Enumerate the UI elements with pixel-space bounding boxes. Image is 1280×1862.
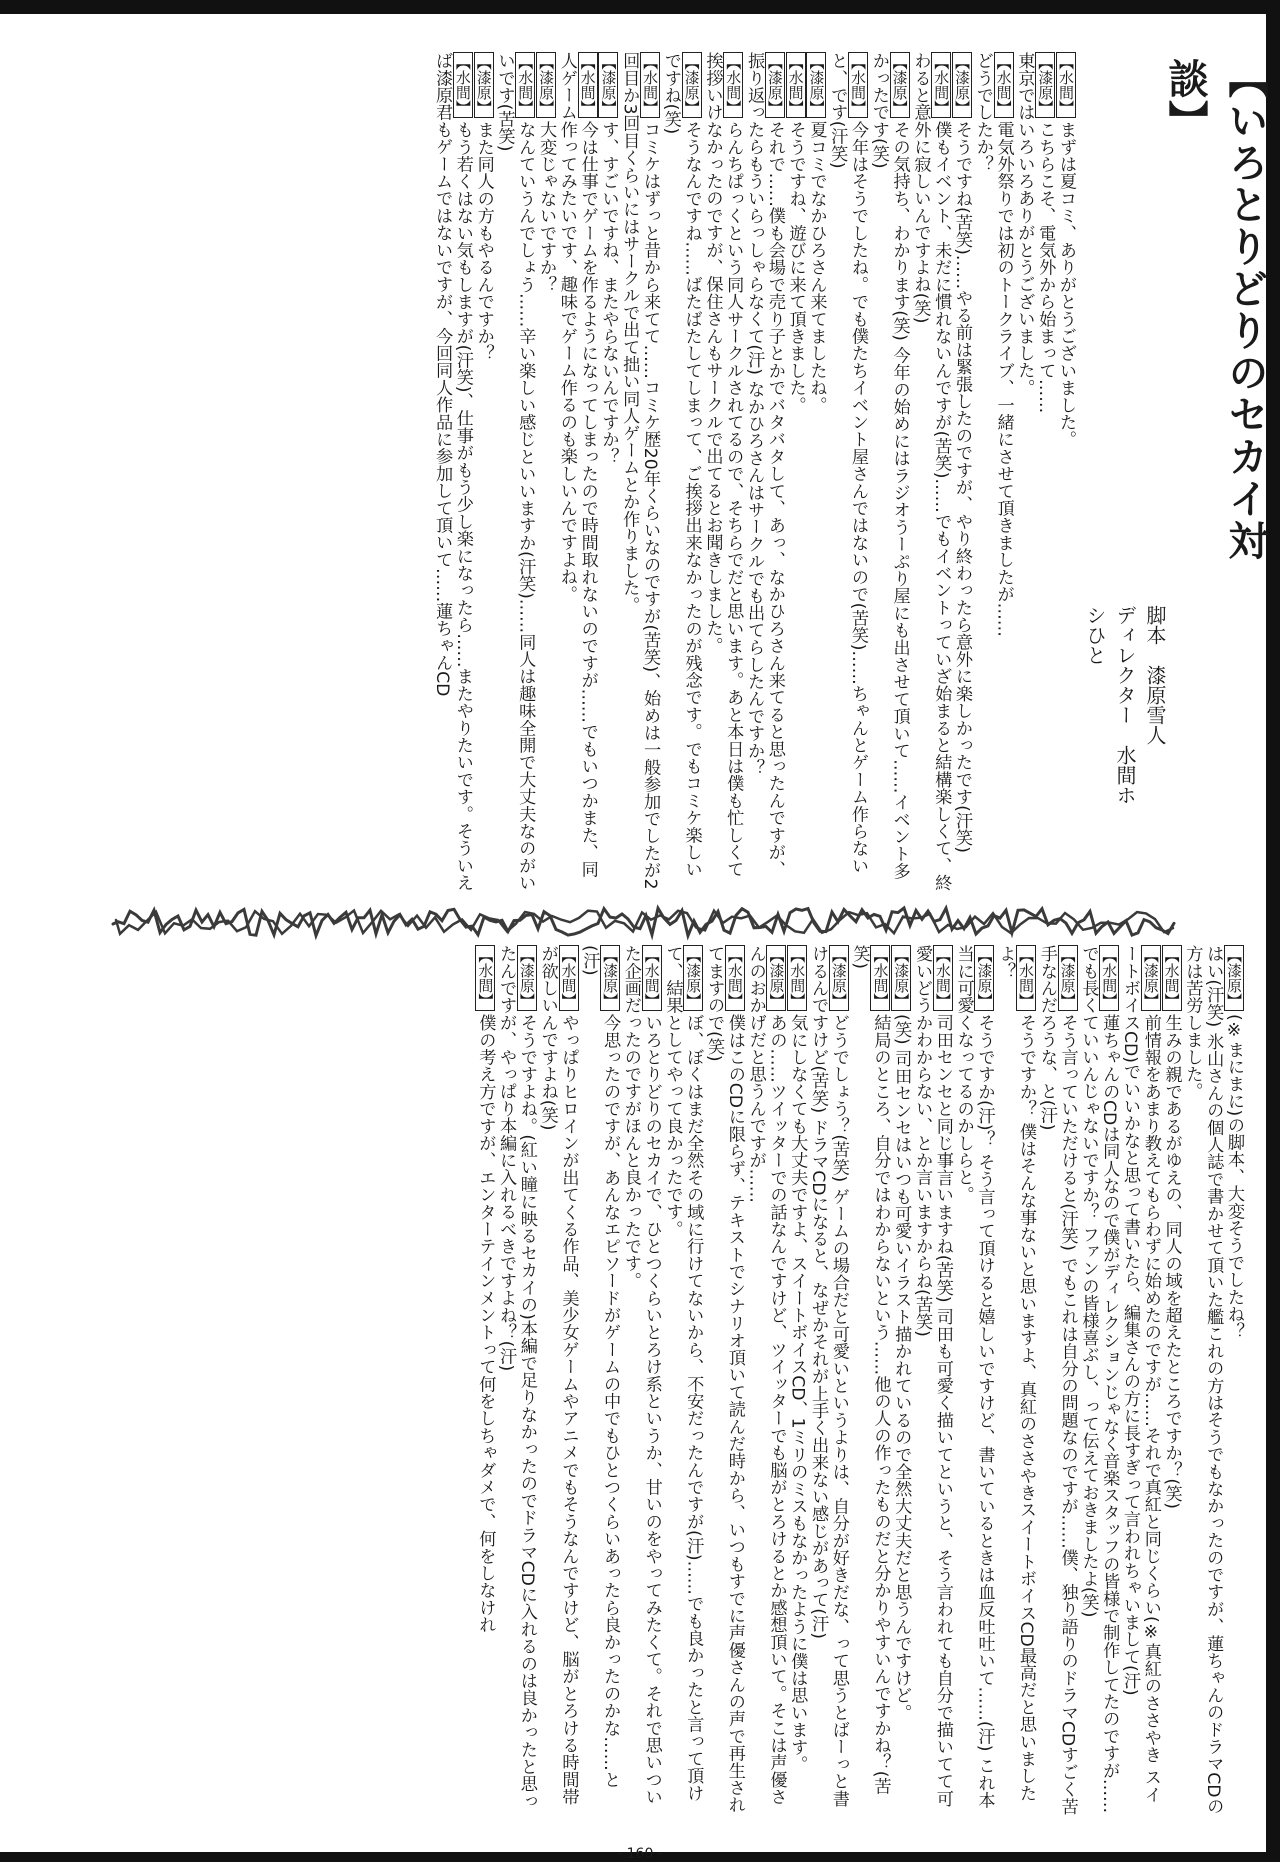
speaker-label: 【水間】: [786, 52, 806, 118]
speaker-label: 【水間】: [725, 945, 745, 1011]
dialogue-line: [785, 52, 806, 892]
title-text: いろとりどりのセカイ対談: [1162, 58, 1268, 562]
dialogue-line: [618, 52, 660, 892]
speaker-label: 【水間】: [578, 52, 598, 118]
speaker-label: 【漆原】: [600, 945, 620, 1011]
credit-name: 漆原雪人: [1143, 665, 1167, 745]
dialogue-text: 僕はこのCDに限らず、テキストでシナリオ頂いて読んだ時から、いつもすでに声優さんの声で再生されてますので(笑): [704, 945, 745, 1814]
dialogue-text: 蓮ちゃんのCDは同人なので僕がディレクションじゃなく音楽スタッフの皆様で制作してたのですが……でも長くていいんじゃないですか？ ファンの皆様喜ぶし、って伝えておきましたよ(笑): [1078, 945, 1120, 1814]
dialogue-line: [535, 52, 556, 892]
speaker-label: 【水間】: [870, 945, 890, 1011]
dialogue-line: [993, 52, 1014, 892]
speaker-label: 【水間】: [787, 945, 807, 1011]
speaker-label: 【水間】: [848, 52, 868, 118]
dialogue-text: いろとりどりのセカイで、ひとつくらいとろけ系というか、甘いのをやってみたくて。それで思いついた企画だったのですがほんと良かったです。: [620, 945, 662, 1806]
dialogue-text: 電気外祭りでは初のトークライブ、一緒にさせて頂きましたが……: [993, 121, 1014, 637]
dialogue-text: どうでしたか？: [972, 52, 993, 173]
dialogue-line: [1161, 945, 1182, 1815]
dialogue-line: [807, 945, 849, 1815]
speaker-label: 【漆原】: [974, 945, 994, 1011]
dialogue-text: 僕の考え方ですが、エンターテインメントって何をしちゃダメで、何をしなけれ: [475, 1014, 496, 1634]
speaker-label: 【漆原】: [1141, 945, 1161, 1011]
dialogue-text: 夏コミでなかひろさん来てましたね。: [806, 121, 827, 414]
dialogue-text: 東京ではいろいろありがとうございました。: [1014, 52, 1035, 396]
speaker-label: 【水間】: [1099, 945, 1119, 1011]
dialogue-line: [972, 52, 993, 892]
credit-role: 脚本: [1143, 605, 1167, 645]
dialogue-text: らんちぱっくという同人サークルされてるので、そちらでだと思います。あと本日は僕も忙しくて挨拶いけなかったのですが、保住さんもサークルで出てるとお聞きしました。: [702, 52, 744, 878]
dialogue-text: そうですよね。(紅い瞳に映るセカイの)本編で足りなかったのでドラマCDに入れるのは良かったと思ったんですが、やっぱり本編に入れるべきですよね？(汗): [496, 945, 537, 1810]
speaker-label: 【漆原】: [766, 945, 786, 1011]
dialogue-line: [826, 52, 868, 892]
credit-name: 水間ホシひと: [1083, 605, 1137, 805]
dialogue-line: [1182, 945, 1224, 1815]
dialogue-line: [849, 945, 891, 1815]
dialogue-line: [1119, 945, 1161, 1815]
speaker-label: 【漆原】: [1035, 52, 1055, 118]
dialogue-text: す、すごいですね、またやらないんですか？: [598, 121, 619, 465]
dialogue-line: [1036, 945, 1078, 1815]
dialogue-text: 結局のところ、自分ではわからないという……他の人の作ったものだと分かりやすいんですかね？(苦笑): [849, 945, 891, 1795]
speaker-label: 【漆原】: [806, 52, 826, 118]
speaker-label: 【漆原】: [1058, 945, 1078, 1011]
speaker-label: 【水間】: [933, 945, 953, 1011]
dialogue-text: そう言っていただけると(汗笑) でもこれは自分の問題なのですが……僕、独り語りのドラマCDすごく苦手なんだろうな、と(汗): [1036, 945, 1078, 1815]
dialogue-line: [1223, 945, 1244, 1815]
dialogue-line: [495, 945, 537, 1815]
dialogue-line: [579, 945, 621, 1815]
speaker-label: 【漆原】: [536, 52, 556, 118]
speaker-label: 【漆原】: [598, 52, 618, 118]
speaker-label: 【水間】: [559, 945, 579, 1011]
speaker-label: 【水間】: [515, 52, 535, 118]
dialogue-line: [951, 52, 972, 892]
dialogue-text: (※まにまに)の脚本、大変そうでしたね？: [1224, 1014, 1244, 1340]
speaker-label: 【水間】: [931, 52, 951, 118]
title-bracket-close: 】: [1162, 100, 1208, 142]
dialogue-line: [1034, 52, 1055, 892]
title-bracket-open: 【: [1222, 58, 1268, 100]
speaker-label: 【漆原】: [829, 945, 849, 1011]
dialogue-line: [953, 945, 995, 1815]
dialogue-text: あの……ツイッターでの話なんですけど、ツイッターでも脳がとろけるとか感想頂いて。そこは声優さんのおかげだと思うんですが……: [745, 945, 787, 1806]
dialogue-text: それで……僕も会場で売り子とかでバタバタして、あっ、なかひろさん来てると思ったんですが、振り返ったらもういらっしゃらなくて(汗) なかひろさんはサークルでも出てらしたんですか？: [744, 52, 785, 878]
dialogue-section-bottom: [475, 945, 1244, 1815]
dialogue-line: [1078, 945, 1120, 1815]
dialogue-text: そうですか？ 僕はそんな事ないと思いますよ、真紅のささやきスイートボイスCD最高だと思いましたよ？: [995, 945, 1037, 1802]
dialogue-text: こちらこそ、電気外から始まって……: [1035, 121, 1056, 414]
dialogue-line: [537, 945, 579, 1815]
page-title: [1155, 58, 1275, 598]
dialogue-line: [620, 945, 662, 1815]
dialogue-line: [703, 945, 745, 1815]
dialogue-line: [910, 52, 952, 892]
dialogue-line: [702, 52, 744, 892]
speaker-label: 【水間】: [475, 945, 495, 1011]
dialogue-text: 今は仕事でゲームを作るようになってしまったので時間取れないのですが……でもいつかまた、同人ゲーム作ってみたいです、趣味でゲーム作るのも楽しいんですよね。: [556, 52, 598, 878]
speaker-label: 【水間】: [1162, 945, 1182, 1011]
credits: [1080, 605, 1170, 805]
credit-writer: [1140, 605, 1170, 805]
dialogue-text: 僕もイベント、未だに慣れないんですが(苦笑)……でもイベントっていざ始まると結構楽しくて、終わると意外に寂しいんですよね(笑): [910, 52, 952, 892]
dialogue-line: [473, 52, 494, 892]
speaker-label: 【水間】: [1016, 945, 1036, 1011]
dialogue-line: [786, 945, 807, 1815]
dialogue-line: [556, 52, 598, 892]
speaker-label: 【水間】: [994, 52, 1014, 118]
dialogue-text: どうでしょう？(苦笑) ゲームの場合だと可愛いというよりは、自分が好きだな、って思うとばーっと書けるんですけど(苦笑) ドラマCDになると、なぜかそれが上手く出来ない感じがあって(汗): [808, 945, 849, 1807]
dialogue-text: その気持ち、わかります(笑) 今年の始めにはラジオうーぷり屋にも出させて頂いて……イベント多かったです(笑): [868, 52, 910, 880]
dialogue-text: また同人の方もやるんですか？: [473, 121, 494, 362]
speaker-label: 【漆原】: [682, 52, 702, 118]
dialogue-line: [494, 52, 536, 892]
dialogue-text: まずは夏コミ、ありがとうございました。: [1056, 121, 1076, 448]
speaker-label: 【水間】: [640, 52, 660, 118]
dialogue-line: [660, 52, 702, 892]
dialogue-line: [475, 945, 496, 1815]
speaker-label: 【漆原】: [517, 945, 537, 1011]
dialogue-text: ぼ、ぼくはまだ全然その域に行けてないから、不安だったんですが(汗)……でも良かったと言って頂けて、結果としてやって良かったです。: [662, 945, 704, 1802]
speaker-label: 【漆原】: [890, 52, 910, 118]
dialogue-line: [806, 52, 827, 892]
dialogue-text: そうですね(苦笑)……やる前は緊張したのですが、やり終わったら意外に楽しかったです(汗笑): [952, 121, 973, 853]
dialogue-line: [1014, 52, 1035, 892]
dialogue-line: [745, 945, 787, 1815]
dialogue-text: そうなんですね……ばたばたしてしまって、ご挨拶出来なかったのが残念です。でもコミケ楽しいですね(笑): [660, 52, 702, 878]
dialogue-text: そうですね、遊びに来て頂きました。: [785, 121, 806, 414]
credit-director: [1080, 605, 1140, 805]
speaker-label: 【漆原】: [683, 945, 703, 1011]
dialogue-line: [662, 945, 704, 1815]
dialogue-text: 大変じゃないですか？: [536, 121, 557, 293]
dialogue-text: はい(汗笑) 氷山さんの個人誌で書かせて頂いた艦これの方はそうでもなかったのですが、蓮ちゃんのドラマCDの方は苦労しました。: [1182, 945, 1224, 1815]
dialogue-line: [890, 945, 911, 1815]
dialogue-text: (笑) 司田センセはいつも可愛いイラスト描かれているので全然大丈夫だと思うんですけど。: [891, 1014, 912, 1721]
dialogue-text: 気にしなくても大丈夫ですよ、スイートボイスCD、1ミリのミスもなかったように僕は思います。: [787, 1014, 808, 1773]
dialogue-text: 前情報をあまり教えてもらわずに始めたのですが……それで真紅と同じくらい(※真紅のささやき スイートボイスCD)でいいかなと思って書いたら、編集さんの方に長すぎって言われちゃいまして(汗): [1120, 945, 1161, 1803]
speaker-label: 【漆原】: [765, 52, 785, 118]
dialogue-text: 司田センセと同じ事言いますね(苦笑) 司田も可愛く描いてというと、そう言われても自分で描いてて可愛いどうかわからない、とか言いますからね(苦笑): [912, 945, 953, 1807]
credit-role: ディレクター: [1113, 605, 1137, 725]
dialogue-line: [911, 945, 953, 1815]
speaker-label: 【水間】: [723, 52, 743, 118]
dialogue-text: 生みの親であるがゆえの、同人の域を超えたところですか？(笑): [1161, 1014, 1182, 1510]
page-number: - 160 -: [617, 1846, 663, 1862]
dialogue-text: コミケはずっと昔から来てて……コミケ歴20年くらいなのですが(苦笑)、始めは一般参加でしたが2回目か3回目くらいにはサークルで出て拙い同人ゲームとか作りました。: [619, 52, 661, 890]
dialogue-line: [868, 52, 910, 892]
speaker-label: 【漆原】: [891, 945, 911, 1011]
scribble-divider: [108, 900, 1183, 942]
dialogue-line: [994, 945, 1036, 1815]
dialogue-text: 今年はそうでしたね。でも僕たちイベント屋さんではないので(苦笑)……ちゃんとゲーム作らないと、です(汗笑): [827, 52, 869, 874]
dialogue-text: そうですか(汗)？ そう言って頂けると嬉しいですけど、書いているときは血反吐吐いて……(汗) これ本当に可愛くなってるのかしらと。: [953, 945, 995, 1809]
dialogue-line: [431, 52, 473, 892]
dialogue-section-top: [431, 52, 1076, 892]
dialogue-line: [743, 52, 785, 892]
dialogue-line: [598, 52, 619, 892]
dialogue-line: [1055, 52, 1076, 892]
speaker-label: 【水間】: [642, 945, 662, 1011]
dialogue-text: 今思ったのですが、あんなエピソードがゲームの中でもひとつくらいあったら良かったのかな……と(汗): [579, 945, 621, 1788]
dialogue-text: もう若くはない気もしますが(汗笑)、仕事がもう少し楽になったら……またやりたいです。そういえば漆原君もゲームではないですが、今回同人作品に参加して頂いて……蓮ちゃんCD: [432, 52, 473, 892]
speaker-label: 【漆原】: [952, 52, 972, 118]
dialogue-text: なんていうんでしょう……辛い楽しい感じといいますか(汗笑)……同人は趣味全開で大丈夫なのがいいです(苦笑): [494, 52, 536, 892]
speaker-label: 【漆原】: [474, 52, 494, 118]
speaker-label: 【水間】: [1056, 52, 1076, 118]
speaker-label: 【水間】: [453, 52, 473, 118]
speaker-label: 【漆原】: [1224, 945, 1244, 1011]
scan-edge-top: [0, 0, 1280, 14]
dialogue-text: やっぱりヒロインが出てくる作品、美少女ゲームやアニメでもそうなんですけど、脳がとろける時間帯が欲しいんですよね(笑): [537, 945, 579, 1806]
